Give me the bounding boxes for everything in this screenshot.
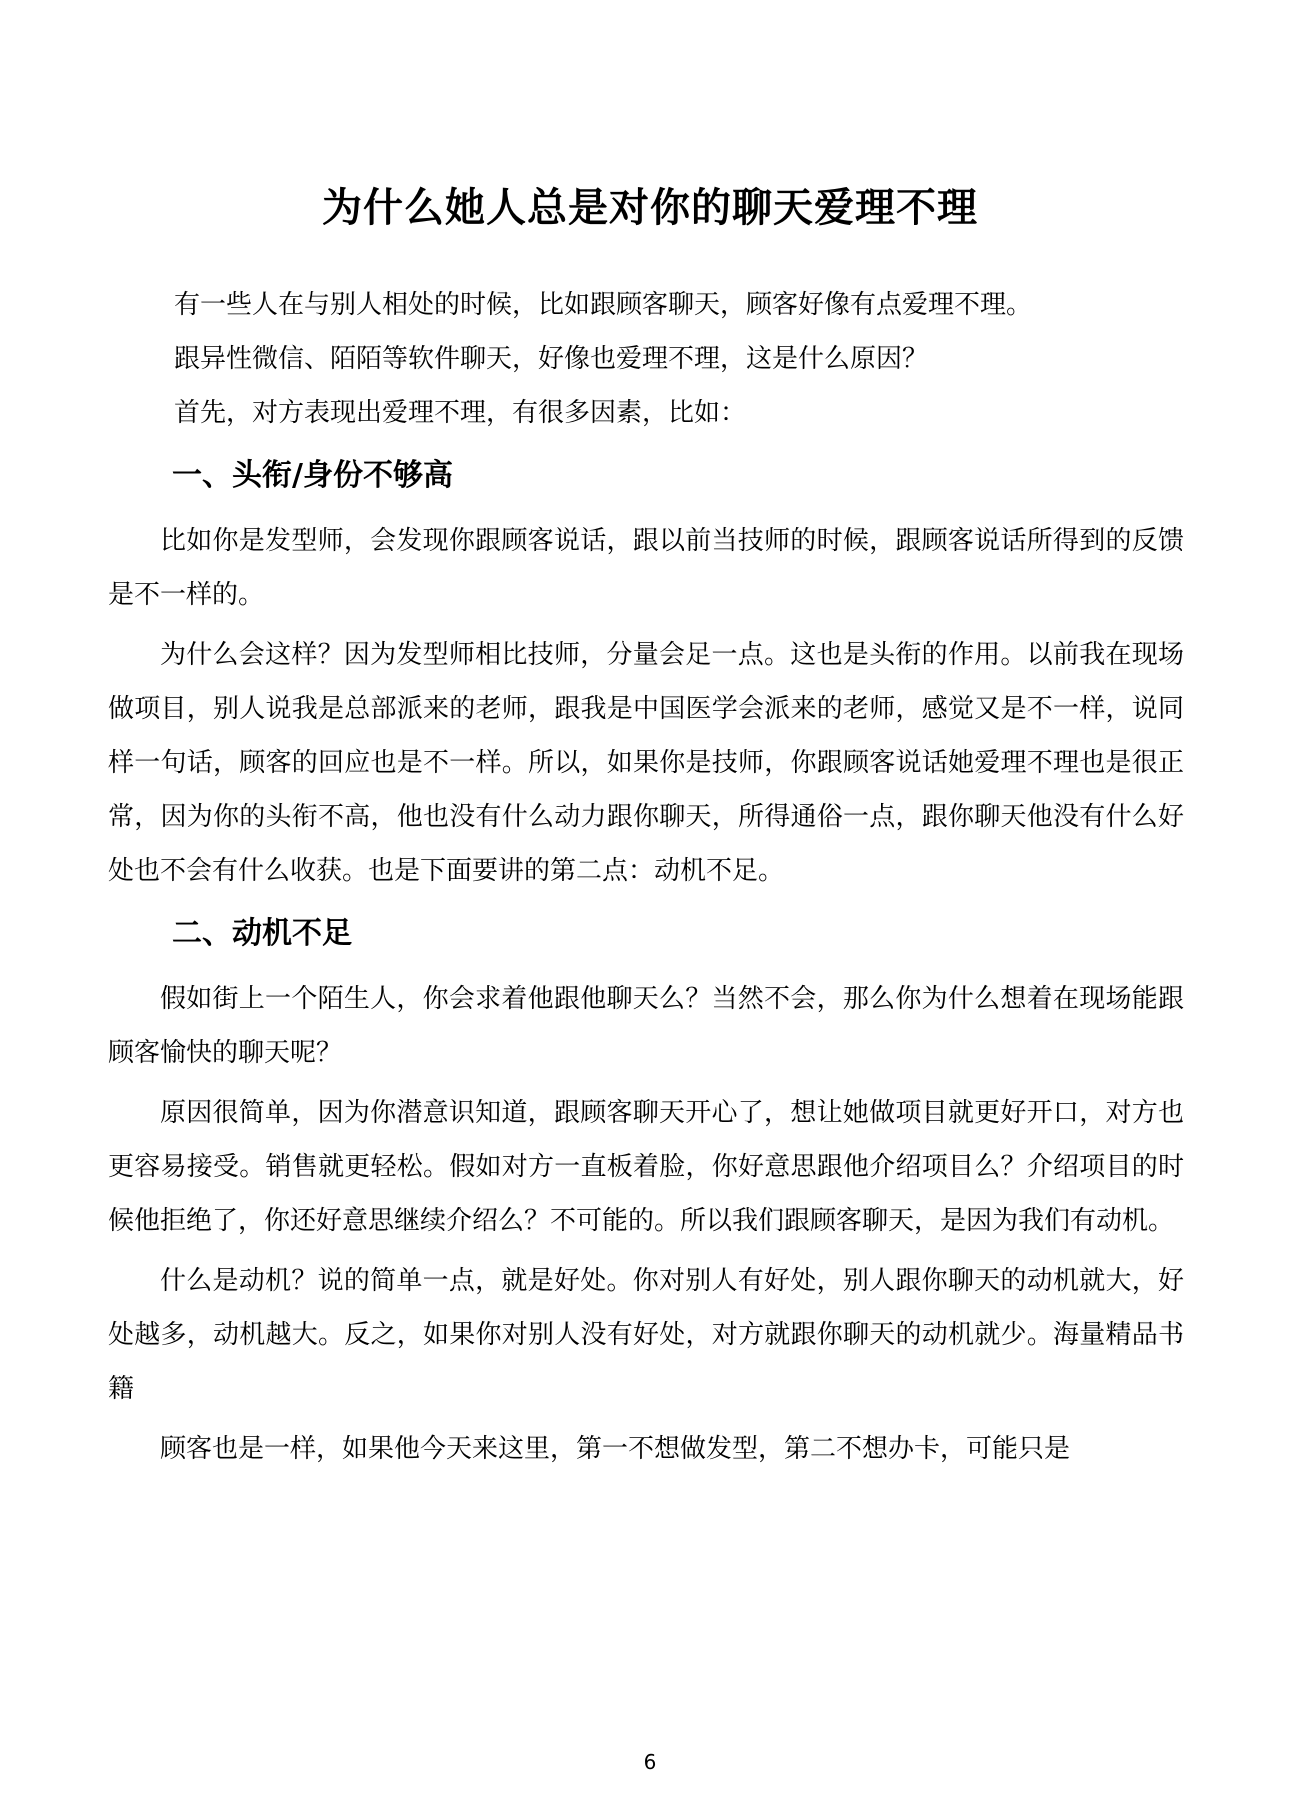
- section2-paragraph-3: 什么是动机？说的简单一点，就是好处。你对别人有好处，别人跟你聊天的动机就大，好处越多，动机越大。反之，如果你对别人没有好处，对方就跟你聊天的动机就少。海量精品书籍: [108, 1266, 1184, 1404]
- section2-paragraph-1: 假如街上一个陌生人，你会求着他跟他聊天么？当然不会，那么你为什么想着在现场能跟顾客愉快的聊天呢？: [108, 984, 1184, 1068]
- intro-paragraph-1: 有一些人在与别人相处的时候，比如跟顾客聊天，顾客好像有点爱理不理。: [174, 290, 1033, 320]
- section2-paragraph-2: 原因很简单，因为你潜意识知道，跟顾客聊天开心了，想让她做项目就更好开口，对方也更容易接受。销售就更轻松。假如对方一直板着脸，你好意思跟他介绍项目么？介绍项目的时候他拒绝了，你还好意思继续介绍么？不可能的。所以我们跟顾客聊天，是因为我们有动机。: [108, 1098, 1184, 1236]
- section1-paragraph-1: 比如你是发型师，会发现你跟顾客说话，跟以前当技师的时候，跟顾客说话所得到的反馈是不一样的。: [108, 526, 1184, 610]
- document-body: [108, 278, 1184, 1476]
- page-title: 为什么她人总是对你的聊天爱理不理: [322, 185, 978, 231]
- page-number: 6: [643, 1750, 657, 1774]
- section-heading-1: 一、头衔/身份不够高: [172, 458, 453, 493]
- section-heading-2: 二、动机不足: [172, 916, 352, 951]
- intro-paragraph-2: 跟异性微信、陌陌等软件聊天，好像也爱理不理，这是什么原因？: [174, 344, 929, 374]
- section1-paragraph-2: 为什么会这样？因为发型师相比技师，分量会足一点。这也是头衔的作用。以前我在现场做项目，别人说我是总部派来的老师，跟我是中国医学会派来的老师，感觉又是不一样，说同样一句话，顾客的回应也是不一样。所以，如果你是技师，你跟顾客说话她爱理不理也是很正常，因为你的头衔不高，他也没有什么动力跟你聊天，所得通俗一点，跟你聊天他没有什么好处也不会有什么收获。也是下面要讲的第二点：动机不足。: [108, 640, 1184, 886]
- intro-paragraph-3: 首先，对方表现出爱理不理，有很多因素，比如：: [174, 398, 747, 428]
- section2-paragraph-4: 顾客也是一样，如果他今天来这里，第一不想做发型，第二不想办卡，可能只是: [160, 1434, 1071, 1464]
